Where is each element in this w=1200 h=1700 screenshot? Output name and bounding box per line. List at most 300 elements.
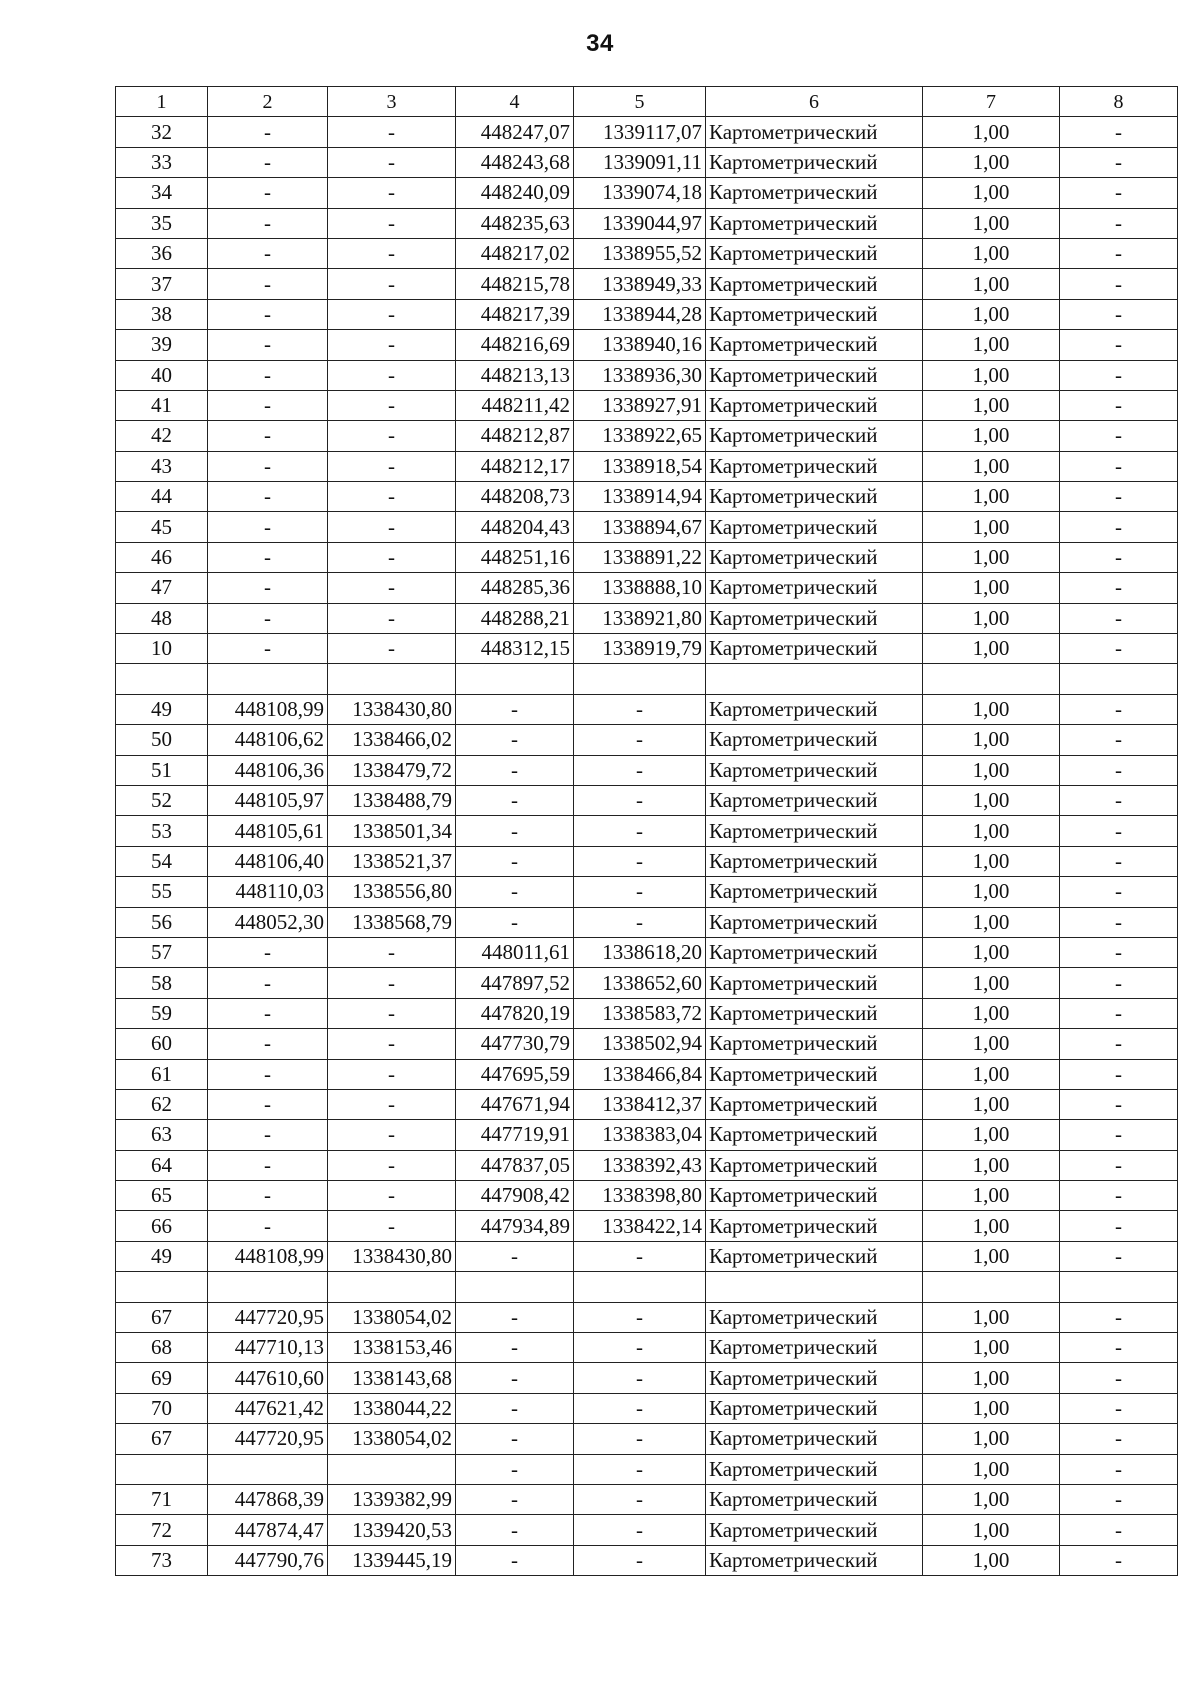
table-row xyxy=(116,390,1178,420)
cell-y-new: - xyxy=(574,846,706,876)
cell-x-new: - xyxy=(456,846,574,876)
cell-x-new: - xyxy=(456,755,574,785)
cell-x-new: 448212,17 xyxy=(456,451,574,481)
cell-point-number: 45 xyxy=(116,512,208,542)
cell-x-old: 448108,99 xyxy=(208,1241,328,1271)
cell-accuracy: 1,00 xyxy=(923,573,1060,603)
cell-x-old: - xyxy=(208,269,328,299)
cell-point-number: 62 xyxy=(116,1089,208,1119)
cell-y-old: - xyxy=(328,421,456,451)
column-header-y-old: 3 xyxy=(328,87,456,117)
cell-x-old: - xyxy=(208,299,328,329)
cell-description: - xyxy=(1060,1302,1178,1332)
cell-x-old: - xyxy=(208,573,328,603)
cell-x-old: 447720,95 xyxy=(208,1424,328,1454)
cell-description: - xyxy=(1060,907,1178,937)
cell-y-new: - xyxy=(574,694,706,724)
cell-y-new: - xyxy=(574,877,706,907)
cell-description: - xyxy=(1060,1424,1178,1454)
cell-x-new: 448011,61 xyxy=(456,937,574,967)
cell-description: - xyxy=(1060,390,1178,420)
cell-x-new: 448288,21 xyxy=(456,603,574,633)
cell-description: - xyxy=(1060,1089,1178,1119)
column-header-method: 6 xyxy=(706,87,923,117)
cell-y-old: 1338054,02 xyxy=(328,1424,456,1454)
cell-x-old: - xyxy=(208,1211,328,1241)
cell-x-old: 448110,03 xyxy=(208,877,328,907)
cell-accuracy: 1,00 xyxy=(923,1363,1060,1393)
cell-x-old: - xyxy=(208,1059,328,1089)
cell-point-number: 10 xyxy=(116,634,208,664)
table-row xyxy=(116,1393,1178,1423)
cell-y-old: - xyxy=(328,542,456,572)
cell-y-new: - xyxy=(574,725,706,755)
cell-x-old: 448106,36 xyxy=(208,755,328,785)
cell-y-new xyxy=(574,1272,706,1302)
cell-y-new: 1338392,43 xyxy=(574,1150,706,1180)
cell-method: Картометрический xyxy=(706,1150,923,1180)
cell-y-new: 1338888,10 xyxy=(574,573,706,603)
cell-y-old: - xyxy=(328,998,456,1028)
cell-description: - xyxy=(1060,1454,1178,1484)
cell-accuracy: 1,00 xyxy=(923,603,1060,633)
cell-method: Картометрический xyxy=(706,1545,923,1575)
cell-point-number: 65 xyxy=(116,1181,208,1211)
cell-point-number: 49 xyxy=(116,1241,208,1271)
cell-y-old: 1338054,02 xyxy=(328,1302,456,1332)
cell-x-old: 447874,47 xyxy=(208,1515,328,1545)
cell-accuracy: 1,00 xyxy=(923,1211,1060,1241)
cell-method: Картометрический xyxy=(706,1120,923,1150)
table-row xyxy=(116,694,1178,724)
cell-accuracy: 1,00 xyxy=(923,542,1060,572)
cell-method: Картометрический xyxy=(706,816,923,846)
cell-method: Картометрический xyxy=(706,1089,923,1119)
cell-x-new: 448243,68 xyxy=(456,147,574,177)
table-row xyxy=(116,451,1178,481)
cell-point-number: 41 xyxy=(116,390,208,420)
cell-y-new: 1338383,04 xyxy=(574,1120,706,1150)
table-row xyxy=(116,573,1178,603)
table-row xyxy=(116,360,1178,390)
cell-method: Картометрический xyxy=(706,208,923,238)
cell-y-old xyxy=(328,1272,456,1302)
cell-x-new: 447837,05 xyxy=(456,1150,574,1180)
table-row xyxy=(116,421,1178,451)
table-row xyxy=(116,755,1178,785)
table-row xyxy=(116,1545,1178,1575)
cell-x-old xyxy=(208,1454,328,1484)
cell-y-old: - xyxy=(328,1150,456,1180)
cell-description: - xyxy=(1060,1181,1178,1211)
cell-x-new: 448216,69 xyxy=(456,330,574,360)
cell-point-number: 32 xyxy=(116,117,208,147)
cell-y-old: - xyxy=(328,330,456,360)
cell-y-new: - xyxy=(574,816,706,846)
cell-x-new: 447695,59 xyxy=(456,1059,574,1089)
cell-y-new: 1338918,54 xyxy=(574,451,706,481)
cell-point-number: 64 xyxy=(116,1150,208,1180)
cell-description: - xyxy=(1060,846,1178,876)
cell-method: Картометрический xyxy=(706,573,923,603)
cell-y-new: - xyxy=(574,1333,706,1363)
cell-point-number: 48 xyxy=(116,603,208,633)
cell-point-number: 66 xyxy=(116,1211,208,1241)
cell-x-old: 448106,40 xyxy=(208,846,328,876)
cell-method: Картометрический xyxy=(706,1241,923,1271)
cell-accuracy: 1,00 xyxy=(923,755,1060,785)
cell-y-old: - xyxy=(328,1211,456,1241)
cell-x-new: - xyxy=(456,1484,574,1514)
cell-accuracy: 1,00 xyxy=(923,208,1060,238)
cell-method: Картометрический xyxy=(706,877,923,907)
cell-x-old: - xyxy=(208,360,328,390)
cell-point-number xyxy=(116,1454,208,1484)
cell-point-number: 59 xyxy=(116,998,208,1028)
cell-x-new: - xyxy=(456,785,574,815)
table-row xyxy=(116,178,1178,208)
table-row xyxy=(116,208,1178,238)
cell-accuracy: 1,00 xyxy=(923,1424,1060,1454)
table-row xyxy=(116,1089,1178,1119)
cell-description: - xyxy=(1060,1484,1178,1514)
cell-description: - xyxy=(1060,269,1178,299)
cell-y-old: 1338488,79 xyxy=(328,785,456,815)
cell-method: Картометрический xyxy=(706,1029,923,1059)
cell-y-old: - xyxy=(328,390,456,420)
cell-x-new: 448285,36 xyxy=(456,573,574,603)
cell-description: - xyxy=(1060,937,1178,967)
cell-x-new: - xyxy=(456,1454,574,1484)
cell-accuracy: 1,00 xyxy=(923,1393,1060,1423)
cell-method: Картометрический xyxy=(706,1424,923,1454)
cell-y-old: - xyxy=(328,937,456,967)
cell-description: - xyxy=(1060,968,1178,998)
cell-y-old: 1338556,80 xyxy=(328,877,456,907)
cell-accuracy: 1,00 xyxy=(923,1120,1060,1150)
cell-description: - xyxy=(1060,542,1178,572)
table-row xyxy=(116,1484,1178,1514)
cell-description: - xyxy=(1060,117,1178,147)
cell-method: Картометрический xyxy=(706,998,923,1028)
cell-point-number: 43 xyxy=(116,451,208,481)
cell-method: Картометрический xyxy=(706,1454,923,1484)
cell-method: Картометрический xyxy=(706,512,923,542)
cell-y-old: - xyxy=(328,451,456,481)
cell-x-new: - xyxy=(456,907,574,937)
cell-description: - xyxy=(1060,360,1178,390)
cell-y-new: - xyxy=(574,1393,706,1423)
table-row xyxy=(116,816,1178,846)
cell-y-old: - xyxy=(328,360,456,390)
cell-accuracy: 1,00 xyxy=(923,725,1060,755)
table-row xyxy=(116,238,1178,268)
table-row xyxy=(116,785,1178,815)
cell-accuracy: 1,00 xyxy=(923,907,1060,937)
cell-description: - xyxy=(1060,998,1178,1028)
cell-method: Картометрический xyxy=(706,330,923,360)
cell-x-new: 447820,19 xyxy=(456,998,574,1028)
table-row xyxy=(116,725,1178,755)
cell-method: Картометрический xyxy=(706,360,923,390)
cell-accuracy: 1,00 xyxy=(923,816,1060,846)
cell-x-old: - xyxy=(208,542,328,572)
cell-y-old: - xyxy=(328,573,456,603)
cell-y-old: - xyxy=(328,299,456,329)
cell-point-number: 73 xyxy=(116,1545,208,1575)
table-row xyxy=(116,1363,1178,1393)
cell-accuracy: 1,00 xyxy=(923,117,1060,147)
cell-x-new: 448217,02 xyxy=(456,238,574,268)
table-header-row xyxy=(116,87,1178,117)
cell-method: Картометрический xyxy=(706,937,923,967)
cell-method: Картометрический xyxy=(706,1181,923,1211)
table-row xyxy=(116,1181,1178,1211)
cell-accuracy: 1,00 xyxy=(923,238,1060,268)
cell-method: Картометрический xyxy=(706,1059,923,1089)
cell-x-old: - xyxy=(208,390,328,420)
cell-y-new: - xyxy=(574,1454,706,1484)
cell-x-old: - xyxy=(208,208,328,238)
cell-description: - xyxy=(1060,1333,1178,1363)
cell-accuracy: 1,00 xyxy=(923,178,1060,208)
cell-point-number xyxy=(116,664,208,694)
cell-point-number: 57 xyxy=(116,937,208,967)
cell-x-old: - xyxy=(208,937,328,967)
cell-x-new: 448211,42 xyxy=(456,390,574,420)
cell-method: Картометрический xyxy=(706,725,923,755)
cell-point-number: 35 xyxy=(116,208,208,238)
cell-y-new: 1338502,94 xyxy=(574,1029,706,1059)
cell-x-old: - xyxy=(208,1181,328,1211)
cell-y-new: - xyxy=(574,1424,706,1454)
table-row xyxy=(116,1272,1178,1302)
cell-x-old: 447790,76 xyxy=(208,1545,328,1575)
cell-x-new: - xyxy=(456,1241,574,1271)
column-header-y-new: 5 xyxy=(574,87,706,117)
column-header-point-number: 1 xyxy=(116,87,208,117)
cell-accuracy: 1,00 xyxy=(923,512,1060,542)
cell-accuracy: 1,00 xyxy=(923,968,1060,998)
column-header-description: 8 xyxy=(1060,87,1178,117)
cell-y-old xyxy=(328,1454,456,1484)
cell-point-number: 56 xyxy=(116,907,208,937)
table-row xyxy=(116,1454,1178,1484)
cell-accuracy: 1,00 xyxy=(923,147,1060,177)
cell-accuracy: 1,00 xyxy=(923,1181,1060,1211)
cell-x-old: - xyxy=(208,998,328,1028)
cell-accuracy: 1,00 xyxy=(923,694,1060,724)
cell-x-old: - xyxy=(208,1089,328,1119)
cell-method: Картометрический xyxy=(706,603,923,633)
cell-y-new: 1338955,52 xyxy=(574,238,706,268)
cell-x-new: 448217,39 xyxy=(456,299,574,329)
cell-point-number: 42 xyxy=(116,421,208,451)
cell-method: Картометрический xyxy=(706,634,923,664)
cell-x-old: - xyxy=(208,147,328,177)
table-row xyxy=(116,1211,1178,1241)
cell-accuracy: 1,00 xyxy=(923,421,1060,451)
table-row xyxy=(116,482,1178,512)
cell-y-old: 1339420,53 xyxy=(328,1515,456,1545)
cell-y-old: 1338501,34 xyxy=(328,816,456,846)
cell-y-new: 1338652,60 xyxy=(574,968,706,998)
cell-x-old: 448105,97 xyxy=(208,785,328,815)
cell-x-new: 447730,79 xyxy=(456,1029,574,1059)
table-row xyxy=(116,330,1178,360)
cell-y-new: 1339091,11 xyxy=(574,147,706,177)
cell-x-old: - xyxy=(208,482,328,512)
cell-method: Картометрический xyxy=(706,907,923,937)
table-row xyxy=(116,1333,1178,1363)
cell-y-old: - xyxy=(328,634,456,664)
cell-description: - xyxy=(1060,603,1178,633)
cell-description: - xyxy=(1060,573,1178,603)
cell-x-new: 447908,42 xyxy=(456,1181,574,1211)
cell-y-old: 1338568,79 xyxy=(328,907,456,937)
table-row xyxy=(116,937,1178,967)
cell-point-number: 52 xyxy=(116,785,208,815)
cell-x-old: 447720,95 xyxy=(208,1302,328,1332)
cell-accuracy xyxy=(923,664,1060,694)
cell-y-old: - xyxy=(328,208,456,238)
cell-x-new: - xyxy=(456,1363,574,1393)
cell-accuracy: 1,00 xyxy=(923,1454,1060,1484)
table-row xyxy=(116,299,1178,329)
cell-x-old: - xyxy=(208,238,328,268)
cell-point-number: 49 xyxy=(116,694,208,724)
cell-accuracy: 1,00 xyxy=(923,1484,1060,1514)
cell-accuracy: 1,00 xyxy=(923,1089,1060,1119)
page-number: 34 xyxy=(586,30,614,57)
cell-description: - xyxy=(1060,299,1178,329)
cell-accuracy: 1,00 xyxy=(923,877,1060,907)
cell-y-new: 1338922,65 xyxy=(574,421,706,451)
cell-method: Картометрический xyxy=(706,846,923,876)
cell-description xyxy=(1060,664,1178,694)
cell-point-number: 58 xyxy=(116,968,208,998)
cell-method xyxy=(706,1272,923,1302)
table-row xyxy=(116,512,1178,542)
cell-accuracy xyxy=(923,1272,1060,1302)
table-row xyxy=(116,1241,1178,1271)
cell-y-new: - xyxy=(574,1302,706,1332)
cell-y-old: 1338143,68 xyxy=(328,1363,456,1393)
cell-y-new: 1338927,91 xyxy=(574,390,706,420)
cell-y-new: 1338891,22 xyxy=(574,542,706,572)
table-row xyxy=(116,542,1178,572)
cell-point-number: 70 xyxy=(116,1393,208,1423)
table-row xyxy=(116,603,1178,633)
cell-point-number: 68 xyxy=(116,1333,208,1363)
table-row xyxy=(116,846,1178,876)
cell-accuracy: 1,00 xyxy=(923,269,1060,299)
cell-point-number xyxy=(116,1272,208,1302)
table-row xyxy=(116,1059,1178,1089)
table-row xyxy=(116,147,1178,177)
cell-y-new: 1338412,37 xyxy=(574,1089,706,1119)
cell-method: Картометрический xyxy=(706,1333,923,1363)
cell-description: - xyxy=(1060,178,1178,208)
cell-accuracy: 1,00 xyxy=(923,846,1060,876)
cell-accuracy: 1,00 xyxy=(923,299,1060,329)
cell-description: - xyxy=(1060,634,1178,664)
cell-accuracy: 1,00 xyxy=(923,330,1060,360)
coordinates-table xyxy=(115,86,1178,1576)
cell-description: - xyxy=(1060,1393,1178,1423)
cell-description: - xyxy=(1060,755,1178,785)
cell-description: - xyxy=(1060,1059,1178,1089)
cell-y-new: 1338914,94 xyxy=(574,482,706,512)
cell-point-number: 50 xyxy=(116,725,208,755)
cell-point-number: 51 xyxy=(116,755,208,785)
cell-y-new: 1338894,67 xyxy=(574,512,706,542)
cell-y-new: 1338936,30 xyxy=(574,360,706,390)
cell-y-new: 1338949,33 xyxy=(574,269,706,299)
cell-x-old: 448052,30 xyxy=(208,907,328,937)
cell-method: Картометрический xyxy=(706,117,923,147)
cell-accuracy: 1,00 xyxy=(923,1029,1060,1059)
cell-accuracy: 1,00 xyxy=(923,482,1060,512)
cell-y-old: - xyxy=(328,1059,456,1089)
cell-accuracy: 1,00 xyxy=(923,1545,1060,1575)
cell-method: Картометрический xyxy=(706,451,923,481)
cell-method: Картометрический xyxy=(706,299,923,329)
cell-method: Картометрический xyxy=(706,1302,923,1332)
cell-y-new: 1339074,18 xyxy=(574,178,706,208)
cell-x-old xyxy=(208,664,328,694)
cell-point-number: 38 xyxy=(116,299,208,329)
cell-x-old: - xyxy=(208,1120,328,1150)
cell-y-old: - xyxy=(328,147,456,177)
cell-accuracy: 1,00 xyxy=(923,785,1060,815)
cell-description xyxy=(1060,1272,1178,1302)
cell-method: Картометрический xyxy=(706,755,923,785)
cell-y-old: - xyxy=(328,1181,456,1211)
cell-accuracy: 1,00 xyxy=(923,1302,1060,1332)
cell-x-new: 448215,78 xyxy=(456,269,574,299)
cell-y-old: - xyxy=(328,117,456,147)
table-row xyxy=(116,1424,1178,1454)
table-row xyxy=(116,1120,1178,1150)
cell-method: Картометрический xyxy=(706,1363,923,1393)
cell-x-new: 448251,16 xyxy=(456,542,574,572)
cell-description: - xyxy=(1060,147,1178,177)
cell-x-old: - xyxy=(208,968,328,998)
cell-x-old: - xyxy=(208,421,328,451)
cell-x-old xyxy=(208,1272,328,1302)
cell-y-old: 1338479,72 xyxy=(328,755,456,785)
cell-description: - xyxy=(1060,694,1178,724)
cell-x-new: - xyxy=(456,877,574,907)
cell-x-new: 448204,43 xyxy=(456,512,574,542)
cell-point-number: 37 xyxy=(116,269,208,299)
cell-method: Картометрический xyxy=(706,147,923,177)
cell-accuracy: 1,00 xyxy=(923,1515,1060,1545)
cell-y-old: - xyxy=(328,269,456,299)
cell-y-new: 1339044,97 xyxy=(574,208,706,238)
cell-x-old: 447710,13 xyxy=(208,1333,328,1363)
cell-point-number: 40 xyxy=(116,360,208,390)
table-row xyxy=(116,907,1178,937)
cell-point-number: 67 xyxy=(116,1302,208,1332)
column-header-x-new: 4 xyxy=(456,87,574,117)
cell-x-new: - xyxy=(456,1302,574,1332)
cell-point-number: 44 xyxy=(116,482,208,512)
cell-point-number: 36 xyxy=(116,238,208,268)
cell-description: - xyxy=(1060,1545,1178,1575)
cell-method: Картометрический xyxy=(706,785,923,815)
